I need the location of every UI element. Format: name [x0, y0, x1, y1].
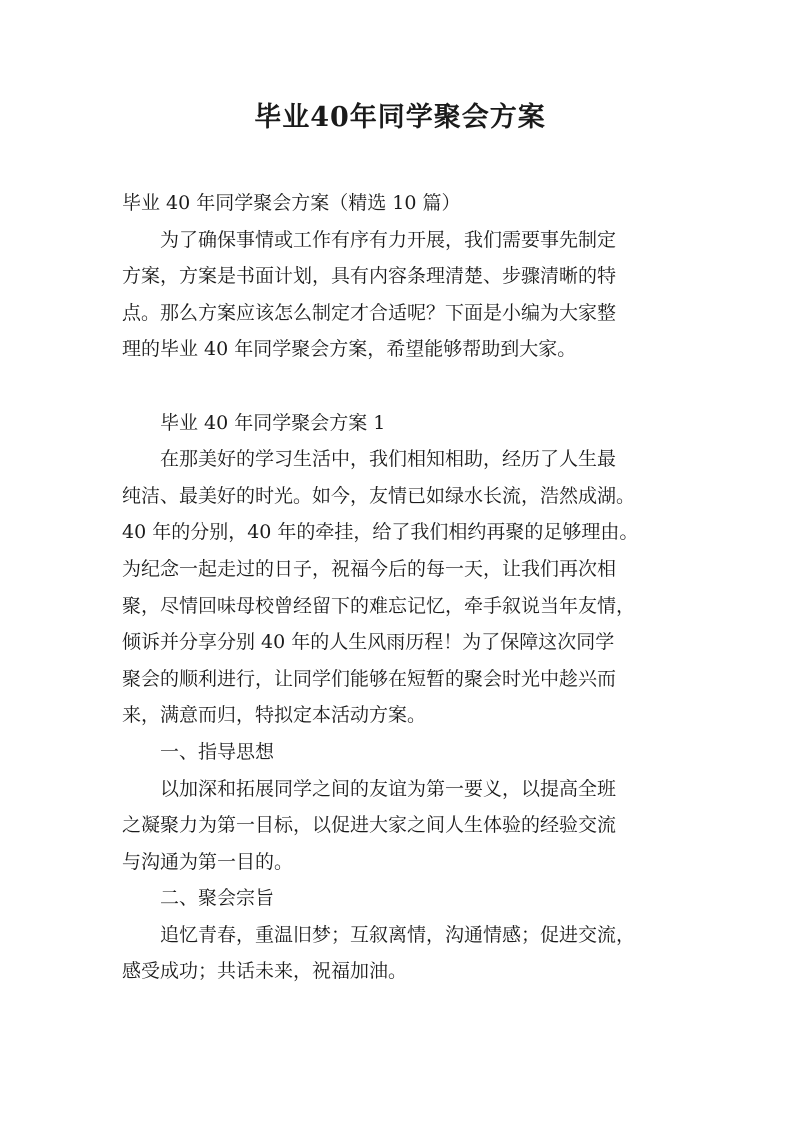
guiding-thought-line: 与沟通为第一目的。 — [122, 850, 294, 873]
document-title: 毕业40年同学聚会方案 — [254, 102, 546, 133]
section-paragraph-line: 为纪念一起走过的日子，祝福今后的每一天，让我们再次相 — [122, 557, 617, 580]
section-paragraph-line: 纯洁、最美好的时光。如今，友情已如绿水长流，浩然成湖。 — [122, 484, 636, 507]
document-subtitle: 毕业 40 年同学聚会方案（精选 10 篇） — [122, 192, 461, 214]
section-paragraph-line: 倾诉并分享分别 40 年的人生风雨历程！为了保障这次同学 — [122, 631, 615, 654]
document-body — [122, 185, 690, 990]
blank-line — [122, 368, 690, 405]
section-paragraph-line: 来，满意而归，特拟定本活动方案。 — [122, 704, 427, 727]
heading-guiding-thought: 一、指导思想 — [160, 740, 275, 763]
purpose-line: 感受成功；共话未来，祝福加油。 — [122, 960, 408, 983]
section-title: 毕业 40 年同学聚会方案 1 — [160, 411, 386, 434]
intro-line: 为了确保事情或工作有序有力开展，我们需要事先制定 — [160, 228, 617, 251]
heading-purpose: 二、聚会宗旨 — [160, 887, 275, 910]
intro-line: 方案，方案是书面计划，具有内容条理清楚、步骤清晰的特 — [122, 265, 617, 288]
section-paragraph-line: 在那美好的学习生活中，我们相知相助，经历了人生最 — [160, 448, 617, 471]
section-paragraph-line: 聚，尽情回味母校曾经留下的难忘记忆，牵手叙说当年友情， — [122, 594, 636, 617]
intro-line: 点。那么方案应该怎么制定才合适呢？下面是小编为大家整 — [122, 301, 617, 324]
guiding-thought-line: 以加深和拓展同学之间的友谊为第一要义，以提高全班 — [160, 777, 617, 800]
section-paragraph-line: 40 年的分别，40 年的牵挂，给了我们相约再聚的足够理由。 — [122, 521, 639, 544]
intro-line: 理的毕业 40 年同学聚会方案，希望能够帮助到大家。 — [122, 338, 577, 361]
purpose-line: 追忆青春，重温旧梦；互叙离情，沟通情感；促进交流， — [160, 923, 636, 946]
guiding-thought-line: 之凝聚力为第一目标，以促进大家之间人生体验的经验交流 — [122, 814, 617, 837]
section-paragraph-line: 聚会的顺利进行，让同学们能够在短暂的聚会时光中趁兴而 — [122, 667, 617, 690]
